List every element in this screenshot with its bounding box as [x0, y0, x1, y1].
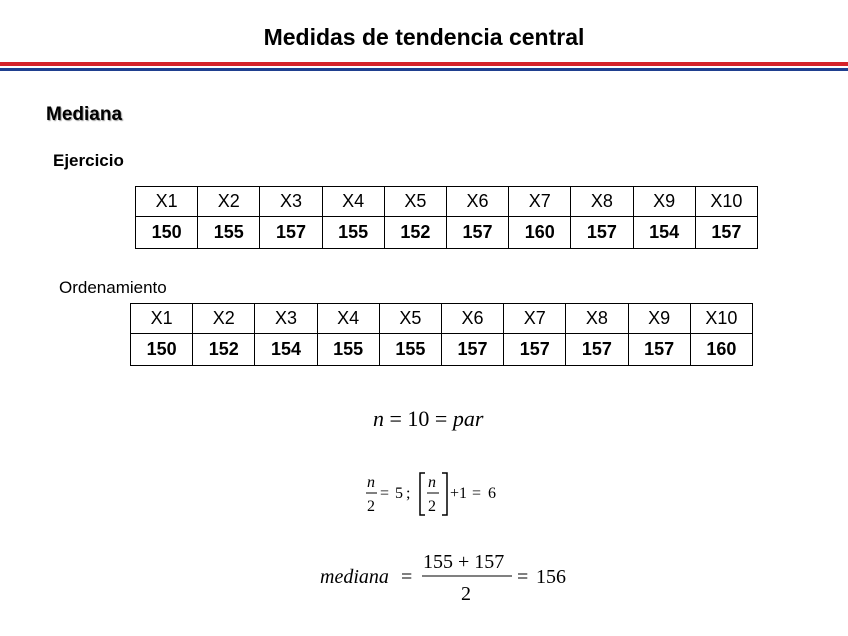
- table-value-cell: 155: [322, 217, 384, 249]
- formula-equals: =: [517, 566, 529, 588]
- table-value-cell: 157: [566, 334, 628, 366]
- formula-equals: =: [401, 566, 413, 588]
- table-value-cell: 152: [384, 217, 446, 249]
- formula-semicolon: ;: [406, 485, 411, 502]
- table-values-row: [131, 334, 753, 366]
- frac-numerator: n: [367, 474, 375, 491]
- table-value-cell: 150: [136, 217, 198, 249]
- median-denominator: 2: [461, 583, 471, 605]
- table-header-cell: X8: [566, 304, 628, 334]
- table-header-cell: X1: [131, 304, 193, 334]
- table-header-cell: X4: [322, 187, 384, 217]
- table-header-cell: X3: [255, 304, 317, 334]
- table-header-cell: X6: [441, 304, 503, 334]
- table-header-cell: X9: [628, 304, 690, 334]
- median-numerator: 155 + 157: [423, 551, 505, 573]
- median-label: mediana: [320, 566, 389, 588]
- formula-median: [318, 548, 578, 608]
- formula-equals: =: [389, 406, 402, 431]
- table-value-cell: 157: [628, 334, 690, 366]
- table-header-cell: X7: [504, 304, 566, 334]
- table-value-cell: 157: [695, 217, 757, 249]
- table-value-cell: 160: [509, 217, 571, 249]
- header-rule-red: [0, 62, 848, 66]
- table-header-row: [131, 304, 753, 334]
- header-rule-blue: [0, 68, 848, 71]
- formula-n-var: n: [373, 406, 384, 431]
- table-header-cell: X4: [317, 304, 379, 334]
- formula-position: [365, 470, 515, 520]
- left-bracket: [420, 473, 425, 515]
- table-header-cell: X10: [695, 187, 757, 217]
- table-value-cell: 157: [571, 217, 633, 249]
- table-value-cell: 155: [379, 334, 441, 366]
- table-header-cell: X8: [571, 187, 633, 217]
- table-header-cell: X10: [690, 304, 752, 334]
- table-header-cell: X2: [198, 187, 260, 217]
- median-result: 156: [536, 566, 566, 588]
- right-bracket: [442, 473, 447, 515]
- table-header-cell: X5: [384, 187, 446, 217]
- table-value-cell: 157: [260, 217, 322, 249]
- table-header-cell: X9: [633, 187, 695, 217]
- bracket-numerator: n: [428, 474, 436, 491]
- section-heading: Mediana: [46, 104, 123, 125]
- table-value-cell: 157: [504, 334, 566, 366]
- formula-six: 6: [488, 485, 496, 502]
- exercise-table: [135, 186, 758, 249]
- bracket-denominator: 2: [428, 498, 436, 515]
- formula-ten: 10: [407, 406, 430, 431]
- formula-equals: =: [434, 406, 448, 431]
- table-header-cell: X6: [446, 187, 508, 217]
- frac-denominator: 2: [367, 498, 375, 515]
- ordered-label: Ordenamiento: [59, 278, 167, 297]
- table-value-cell: 160: [690, 334, 752, 366]
- formula-par: par: [452, 406, 484, 431]
- table-value-cell: 154: [633, 217, 695, 249]
- page-title: Medidas de tendencia central: [263, 24, 585, 50]
- table-header-cell: X5: [379, 304, 441, 334]
- ordered-table: [130, 303, 753, 366]
- table-value-cell: 155: [198, 217, 260, 249]
- table-value-cell: 154: [255, 334, 317, 366]
- formula-equals: =: [472, 485, 482, 502]
- table-header-cell: X2: [193, 304, 255, 334]
- formula-five: 5: [395, 485, 403, 502]
- table-value-cell: 157: [446, 217, 508, 249]
- formula-plus-one: +1: [450, 485, 468, 502]
- table-header-cell: X1: [136, 187, 198, 217]
- table-value-cell: 157: [441, 334, 503, 366]
- table-value-cell: 155: [317, 334, 379, 366]
- formula-equals: =: [380, 485, 390, 502]
- table-value-cell: 150: [131, 334, 193, 366]
- exercise-label: Ejercicio: [53, 151, 124, 170]
- table-header-cell: X3: [260, 187, 322, 217]
- table-value-cell: 152: [193, 334, 255, 366]
- table-header-row: [136, 187, 758, 217]
- formula-n-even: [373, 406, 483, 432]
- table-header-cell: X7: [509, 187, 571, 217]
- table-values-row: [136, 217, 758, 249]
